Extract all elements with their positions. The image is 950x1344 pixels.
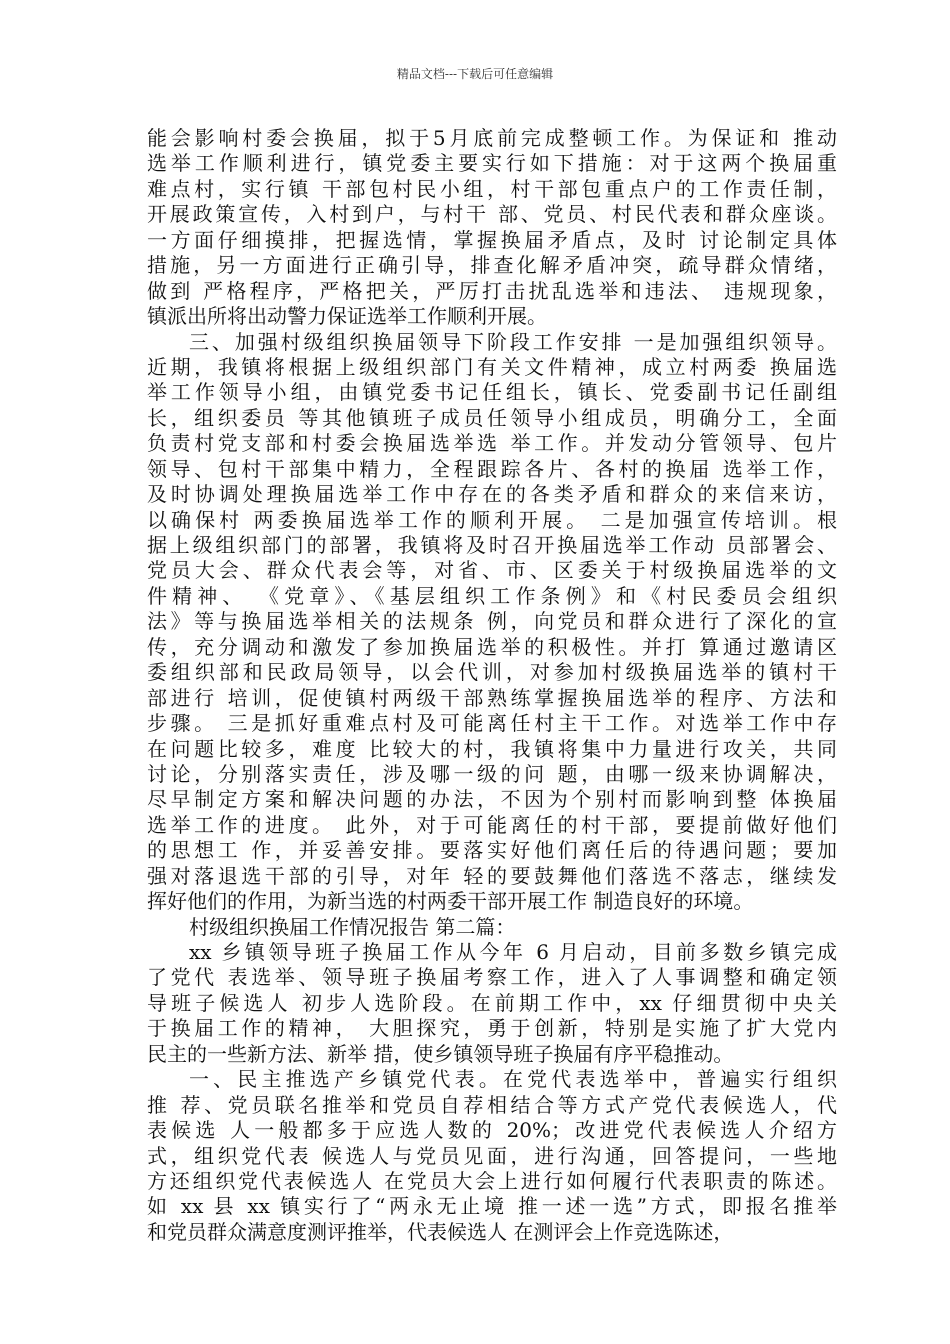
text-line: 于换届工作的精神， 大胆探究，勇于创新，特别是实施了扩大党内 xyxy=(147,1016,837,1041)
text-line: 民主的一些新方法、新举 措，使乡镇领导班子换届有序平稳推动。 xyxy=(147,1041,734,1066)
text-line: 三、加强村级组织换届领导下阶段工作安排 一是加强组织领导。 xyxy=(189,329,837,354)
text-line: 据上级组织部门的部署，我镇将及时召开换届选举工作动 员部署会、 xyxy=(147,533,837,557)
text-line: 讨论，分别落实责任，涉及哪一级的问 题，由哪一级来协调解决， xyxy=(147,761,837,786)
text-line: 了党代 表选举、领导班子换届考察工作，进入了人事调整和确定领 xyxy=(147,965,837,990)
text-line: 挥好他们的作用，为新当选的村两委干部开展工作 制造良好的环境。 xyxy=(147,889,754,914)
paragraph xyxy=(147,915,837,940)
paragraph xyxy=(147,940,837,1067)
text-line: 件精神、 《党章》、《基层组织工作条例》和《村民委员会组织 xyxy=(147,583,837,608)
document-body xyxy=(147,126,837,1245)
text-line: 部进行 培训，促使镇村两级干部熟练掌握换届选举的程序、方法和 xyxy=(147,685,837,710)
text-line: 一、民主推选产乡镇党代表。在党代表选举中，普遍实行组织 xyxy=(189,1067,837,1092)
text-line: 式，组织党代表 候选人与党员见面，进行沟通，回答提问，一些地 xyxy=(147,1143,837,1168)
text-line: 做到 严格程序，严格把关，严厉打击扰乱选举和违法、 违规现象， xyxy=(147,278,837,303)
paragraph xyxy=(147,1067,837,1245)
text-line: 和党员群众满意度测评推举，代表候选人 在测评会上作竞选陈述， xyxy=(147,1219,734,1244)
text-line: 委组织部和民政局领导，以会代训，对参加村级换届选举的镇村干 xyxy=(147,660,837,685)
text-line: 表候选 人一般都多于应选人数的 20%；改进党代表候选人介绍方 xyxy=(147,1118,837,1143)
text-line: 推 荐、党员联名推举和党员自荐相结合等方式产党代表候选人，代 xyxy=(147,1092,837,1117)
text-line: 选举工作的进度。 此外，对于可能离任的村干部，要提前做好他们 xyxy=(147,812,837,837)
text-line: 一方面仔细摸排，把握选情，掌握换届矛盾点，及时 讨论制定具体 xyxy=(147,227,837,252)
text-line: 尽早制定方案和解决问题的办法，不因为个别村而影响到整 体换届 xyxy=(147,787,837,812)
text-line: 的思想工 作，并妥善安排。要落实好他们离任后的待遇问题；要加 xyxy=(147,838,837,863)
text-line: 步骤。 三是抓好重难点村及可能离任村主干工作。对选举工作中存 xyxy=(147,711,837,736)
paragraph xyxy=(147,330,837,915)
text-line: 方还组织党代表候选人 在党员大会上进行如何履行代表职责的陈述。 xyxy=(147,1168,837,1193)
text-line: 镇派出所将出动警力保证选举工作顺利开展。 xyxy=(147,304,547,329)
text-line: 以确保村 两委换届选举工作的顺利开展。 二是加强宣传培训。根 xyxy=(147,507,837,532)
text-line: 难点村，实行镇 干部包村民小组，村干部包重点户的工作责任制， xyxy=(147,176,837,201)
paragraph xyxy=(147,126,837,330)
page-header: 精品文档---下载后可任意编辑 xyxy=(396,67,554,81)
text-line: 强对落退选干部的引导，对年 轻的要鼓舞他们落选不落志，继续发 xyxy=(147,863,837,888)
text-line: 如 xx 县 xx 镇实行了“两永无止境 推一述一选”方式，即报名推举 xyxy=(147,1194,837,1219)
text-line: 党员大会、群众代表会等，对省、市、区委关于村级换届选举的文 xyxy=(147,558,837,583)
text-line: 近期，我镇将根据上级组织部门有关文件精神，成立村两委 换届选 xyxy=(147,354,837,379)
text-line: 传，充分调动和激发了参加换届选举的积极性。并打 算通过邀请区 xyxy=(147,634,837,659)
text-line: 举工作领导小组，由镇党委书记任组长，镇长、党委副书记任副组 xyxy=(147,380,837,405)
text-line: 导班子候选人 初步人选阶段。在前期工作中，xx 仔细贯彻中央关 xyxy=(147,990,837,1015)
text-line: 在问题比较多，难度 比较大的村，我镇将集中力量进行攻关，共同 xyxy=(147,736,837,761)
text-line: 法》等与换届选举相关的法规条 例，向党员和群众进行了深化的宣 xyxy=(147,609,837,634)
text-line: 长，组织委员 等其他镇班子成员任领导小组成员，明确分工，全面 xyxy=(147,405,837,430)
text-line: 负责村党支部和村委会换届选举选 举工作。并发动分管领导、包片 xyxy=(147,431,837,456)
text-line: 开展政策宣传，入村到户，与村干 部、党员、村民代表和群众座谈。 xyxy=(147,202,837,227)
text-line: 措施，另一方面进行正确引导，排查化解矛盾冲突，疏导群众情绪， xyxy=(147,253,837,278)
text-line: xx 乡镇领导班子换届工作从今年 6 月启动，目前多数乡镇完成 xyxy=(189,940,837,964)
text-line: 领导、包村干部集中精力，全程跟踪各片、各村的换届 选举工作， xyxy=(147,456,837,481)
text-line: 村级组织换届工作情况报告 第二篇： xyxy=(189,914,516,939)
text-line: 选举工作顺利进行，镇党委主要实行如下措施：对于这两个换届重 xyxy=(147,151,837,176)
text-line: 能会影响村委会换届，拟于5月底前完成整顿工作。为保证和 推动 xyxy=(147,126,837,150)
text-line: 及时协调处理换届选举工作中存在的各类矛盾和群众的来信来访， xyxy=(147,482,837,507)
